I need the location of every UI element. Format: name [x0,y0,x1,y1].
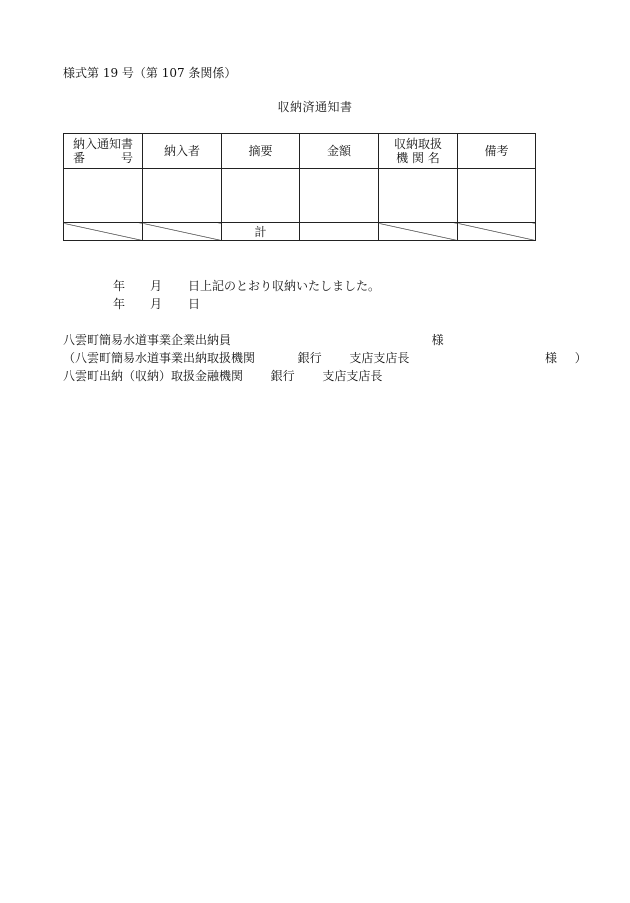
total-amount-cell [300,223,379,241]
cell-remarks [458,169,536,223]
addressee-branch-3: 支店支店長 [322,369,383,383]
header-notice-number-line2: 番 号 [72,151,133,165]
addressee-line-2 [63,351,587,365]
table-entry-row [64,169,536,223]
addressee-bank-2: 銀行 [297,351,322,365]
total-slash-cell [143,223,222,241]
addressee-bank-3: 銀行 [270,369,295,383]
issue-month: 月 [150,297,163,311]
header-payer-label: 納入者 [163,144,200,158]
table-header-row [64,134,536,169]
addressee-financial-institution: 八雲町出納（収納）取扱金融機関 [63,369,244,383]
receipt-table [63,133,536,241]
header-remarks [458,134,536,169]
header-institution-line1: 収納取扱 [393,137,442,151]
header-collecting-institution [379,134,458,169]
issue-day: 日 [188,297,201,311]
header-institution-line2: 機 関 名 [396,151,440,165]
header-notice-number-line1: 納入通知書 [72,137,133,151]
receipt-month: 月 [150,279,163,293]
header-amount [300,134,379,169]
form-number-label: 様式第 19 号（第 107 条関係） [63,66,237,80]
document-title: 収納済通知書 [277,100,353,114]
total-label: 計 [222,223,300,241]
issue-year: 年 [113,297,126,311]
addressee-line-3 [63,369,382,383]
addressee-line-1 [63,333,444,347]
addressee-branch-2: 支店支店長 [349,351,410,365]
header-notice-number [64,134,143,169]
receipt-statement [113,279,380,293]
total-slash-cell [458,223,536,241]
addressee-treasurer: 八雲町簡易水道事業企業出納員 [63,333,232,347]
cell-notice-number [64,169,143,223]
header-remarks-label: 備考 [484,144,509,158]
cell-payer [143,169,222,223]
cell-summary [222,169,300,223]
total-slash-cell [379,223,458,241]
addressee-handling-agency: （八雲町簡易水道事業出納取扱機関 [63,351,256,365]
issue-date [113,297,200,311]
addressee-honorific-2: 様 [545,351,558,365]
receipt-year: 年 [113,279,126,293]
addressee-close-paren: ） [574,351,587,365]
addressee-honorific-1: 様 [431,333,444,347]
header-amount-label: 金額 [326,144,351,158]
cell-institution [379,169,458,223]
total-slash-cell [64,223,143,241]
header-payer [143,134,222,169]
header-summary [222,134,300,169]
cell-amount [300,169,379,223]
receipt-day-text: 日上記のとおり収納いたしました。 [188,279,381,293]
table-total-row [64,223,536,241]
header-summary-label: 摘要 [248,144,273,158]
